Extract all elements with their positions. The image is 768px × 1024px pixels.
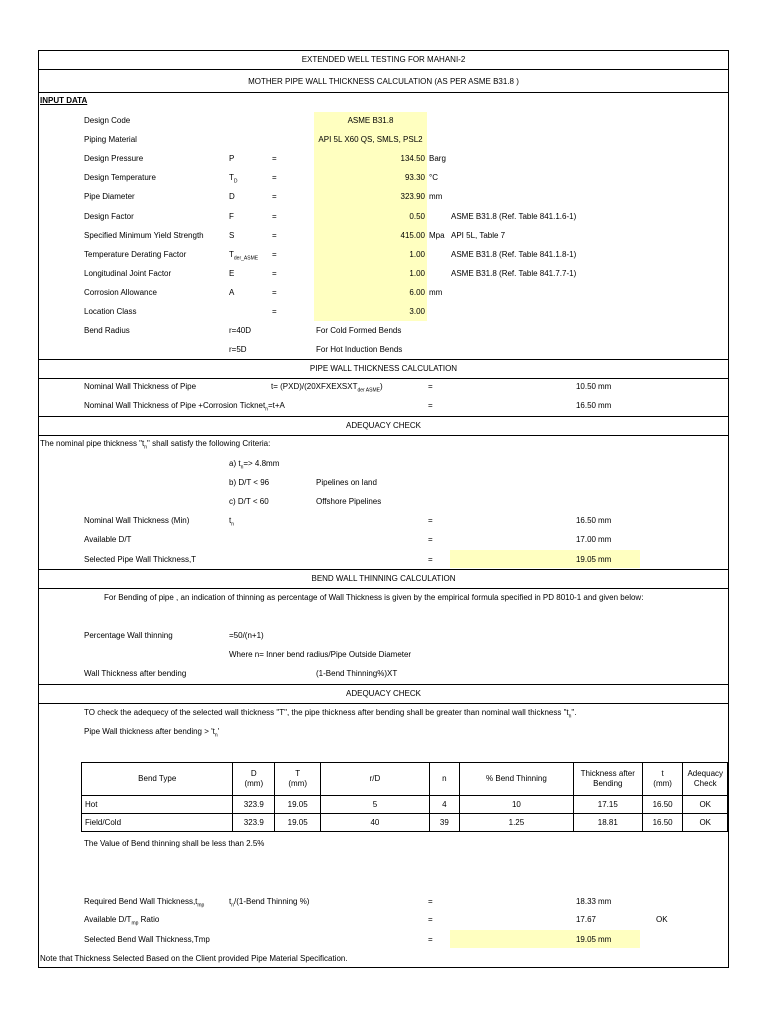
input-data-heading: INPUT DATA xyxy=(40,96,88,105)
bend-table xyxy=(81,762,728,832)
col-thickness: T (mm) xyxy=(275,763,321,796)
input-value: ASME B31.8 xyxy=(347,116,394,125)
check-condition: Pipe Wall thickness after bending > '$t_n$' xyxy=(84,727,220,739)
col-thickness-after-bending: Thickness after Bending xyxy=(573,763,642,796)
input-label: Pipe Diameter xyxy=(84,192,135,202)
criteria-b-desc: Pipelines on land xyxy=(316,478,377,487)
unit: mm xyxy=(598,401,612,410)
equals-sign: = xyxy=(272,154,277,164)
input-label: Design Temperature xyxy=(84,173,156,183)
equals-sign: = xyxy=(428,535,433,544)
input-label: Corrosion Allowance xyxy=(84,287,157,297)
criteria-c-desc: Offshore Pipelines xyxy=(316,497,382,506)
rule xyxy=(38,69,729,70)
input-unit: Mpa xyxy=(429,230,445,240)
cell-adequacy-check: OK xyxy=(683,796,728,814)
cell-thickness: 19.05 xyxy=(275,796,321,814)
bend-radius-label: Bend Radius xyxy=(84,326,130,335)
pwt-heading: PIPE WALL THICKNESS CALCULATION xyxy=(309,364,458,373)
cell-thickness-after-bending: 18.81 xyxy=(573,814,642,832)
rule xyxy=(38,588,729,589)
rule xyxy=(38,92,729,93)
adequacy-heading-2: ADEQUACY CHECK xyxy=(346,689,421,698)
input-unit: mm xyxy=(429,192,443,202)
input-label: Specified Minimum Yield Strength xyxy=(84,230,204,240)
input-symbol: P xyxy=(229,154,235,164)
cell-thickness: 19.05 xyxy=(275,814,321,832)
nominal-wt-ca-value: 16.50 xyxy=(575,401,596,410)
input-label: Piping Material xyxy=(84,135,137,145)
input-label: Design Factor xyxy=(84,211,134,221)
required-bend-wt-label: Required Bend Wall $Thickness,t_{mp}$ xyxy=(84,897,205,909)
document-subtitle: MOTHER PIPE WALL THICKNESS CALCULATION (AS PER ASME B31.8 ) xyxy=(248,77,519,86)
cell-tn: 16.50 xyxy=(642,796,683,814)
cell-diameter: 323.9 xyxy=(233,814,275,832)
unit: mm xyxy=(598,555,612,564)
footnote: Note that Thickness Selected Based on the Client provided Pipe Material Specification. xyxy=(40,954,348,963)
criteria-b: b) D/T < 96 xyxy=(229,478,270,487)
equals-sign: = xyxy=(428,555,433,564)
cell-thickness-after-bending: 17.15 xyxy=(573,796,642,814)
table-row xyxy=(82,814,728,832)
equals-sign: = xyxy=(428,915,433,924)
input-unit: Barg xyxy=(429,154,446,164)
col-diameter: D (mm) xyxy=(233,763,275,796)
input-value: 3.00 xyxy=(409,307,425,316)
equals-sign: = xyxy=(272,192,277,202)
selected-bend-wt-label: Selected Bend Wall Thickness,Tmp xyxy=(84,935,210,944)
document-title: EXTENDED WELL TESTING FOR MAHANI-2 xyxy=(301,55,466,64)
cell-bend-type: Hot xyxy=(82,796,233,814)
nwt-min-value: 16.50 xyxy=(575,516,596,525)
pct-thinning-label: Percentage Wall thinning xyxy=(84,631,173,640)
criteria-intro: The nominal pipe thickness "$t_n$" shall satisfy the following Criteria: xyxy=(40,439,271,451)
cell-n: 4 xyxy=(429,796,459,814)
table-header-row xyxy=(82,763,728,796)
bend-thinning-intro: For Bending of pipe , an indication of thinning as percentage of Wall Thickness is given by the empirical formula specified in PD 8010-1 and given below: xyxy=(104,593,644,602)
equals-sign: = xyxy=(272,268,277,278)
bend-radius-hot-desc: For Hot Induction Bends xyxy=(316,345,403,354)
input-symbol: E xyxy=(229,268,235,278)
input-value: 6.00 xyxy=(409,287,425,297)
input-label: Design Code xyxy=(84,116,131,125)
nominal-wt-label: Nominal Wall Thickness of Pipe xyxy=(84,382,197,391)
input-label: Design Pressure xyxy=(84,154,144,164)
equals-sign: = xyxy=(272,307,277,316)
input-symbol: F xyxy=(229,211,234,221)
equals-sign: = xyxy=(428,382,433,391)
criteria-a: a) $t_n=> 4.8mm$ xyxy=(229,459,280,471)
unit: mm xyxy=(598,897,612,906)
bend-radius-hot-symbol: r=5D xyxy=(229,345,247,354)
col-bend-type: Bend Type xyxy=(82,763,233,796)
input-value: 1.00 xyxy=(409,249,425,259)
bend-thinning-note: The Value of Bend thinning shall be less than 2.5% xyxy=(84,839,265,848)
bend-radius-cold-symbol: r=40D xyxy=(229,326,252,335)
available-dt-ratio-label: Available $D/T_{mp}$ Ratio xyxy=(84,915,160,927)
cell-bend-thinning: 10 xyxy=(460,796,574,814)
wt-after-bending-label: Wall Thickness after bending xyxy=(84,669,187,678)
table-row xyxy=(82,796,728,814)
nominal-wt-value: 10.50 xyxy=(575,382,596,391)
bend-thinning-heading: BEND WALL THINNING CALCULATION xyxy=(311,574,456,583)
input-reference: API 5L, Table 7 xyxy=(451,230,506,240)
equals-sign: = xyxy=(428,897,433,906)
selected-bend-wt-value: 19.05 xyxy=(575,935,596,944)
unit: mm xyxy=(598,535,612,544)
input-label: Location Class xyxy=(84,307,137,316)
n-definition: Where n= Inner bend radius/Pipe Outside Diameter xyxy=(229,650,412,659)
input-value: API 5L X60 QS, SMLS, PSL2 xyxy=(318,135,423,145)
input-symbol: $T_D$ xyxy=(229,173,238,185)
cell-r-over-d: 40 xyxy=(321,814,430,832)
equals-sign: = xyxy=(272,211,277,221)
available-dt-label: Available D/T xyxy=(84,535,132,544)
input-value: 1.00 xyxy=(409,268,425,278)
pct-thinning-formula: =50/(n+1) xyxy=(229,631,264,640)
equals-sign: = xyxy=(272,249,277,259)
rule xyxy=(38,359,729,360)
col-n: n xyxy=(429,763,459,796)
criteria-c: c) D/T < 60 xyxy=(229,497,269,506)
rule xyxy=(38,416,729,417)
input-value: 93.30 xyxy=(404,173,425,183)
cell-n: 39 xyxy=(429,814,459,832)
input-reference: ASME B31.8 (Ref. Table 841.7.7-1) xyxy=(451,268,577,278)
equals-sign: = xyxy=(272,230,277,240)
rule xyxy=(38,569,729,570)
selected-wt-value: 19.05 xyxy=(575,555,596,564)
bend-radius-cold-desc: For Cold Formed Bends xyxy=(316,326,402,335)
input-symbol: $T_{der\_ASME}$ xyxy=(229,249,259,262)
input-value: 415.00 xyxy=(400,230,425,240)
unit: mm xyxy=(598,382,612,391)
col-r-over-d: r/D xyxy=(321,763,430,796)
input-reference: ASME B31.8 (Ref. Table 841.1.8-1) xyxy=(451,249,577,259)
rule xyxy=(38,435,729,436)
input-reference: ASME B31.8 (Ref. Table 841.1.6-1) xyxy=(451,211,577,221)
equals-sign: = xyxy=(428,401,433,410)
available-dt-ratio-value: 17.67 xyxy=(575,915,596,924)
input-unit: °C xyxy=(429,173,438,183)
col-bend-thinning: % Bend Thinning xyxy=(460,763,574,796)
input-label: Longitudinal Joint Factor xyxy=(84,268,172,278)
ratio-ok-status: OK xyxy=(656,915,668,924)
cell-diameter: 323.9 xyxy=(233,796,275,814)
input-symbol: A xyxy=(229,287,235,297)
equals-sign: = xyxy=(272,173,277,183)
wt-after-bending-formula: (1-Bend Thinning%)XT xyxy=(316,669,398,678)
rule xyxy=(38,378,729,379)
check-statement: TO check the adequecy of the selected wall thickness "T", the pipe thickness after bending shall be greater than nominal wall thickness "$t_n$". xyxy=(84,708,577,720)
cell-tn: 16.50 xyxy=(642,814,683,832)
nwt-min-label: Nominal Wall Thickness (Min) xyxy=(84,516,190,525)
input-symbol: D xyxy=(229,192,235,202)
required-bend-wt-value: 18.33 xyxy=(575,897,596,906)
equals-sign: = xyxy=(428,935,433,944)
input-symbol: S xyxy=(229,230,235,240)
unit: mm xyxy=(598,516,612,525)
nwt-min-symbol: $t_n$ xyxy=(229,516,235,528)
input-unit: mm xyxy=(429,287,443,297)
nominal-wt-ca-label: Nominal Wall Thickness of Pipe +Corrosion Ticknet$_n$=t+A xyxy=(84,401,285,413)
input-value: 323.90 xyxy=(400,192,425,202)
input-value: 0.50 xyxy=(409,211,425,221)
col-tn: t (mm) xyxy=(642,763,683,796)
cell-r-over-d: 5 xyxy=(321,796,430,814)
equals-sign: = xyxy=(428,516,433,525)
required-bend-wt-formula: $t_n/(1$-Bend Thinning %) xyxy=(229,897,310,909)
selected-wt-label: Selected Pipe Wall Thickness,T xyxy=(84,555,197,564)
input-value: 134.50 xyxy=(400,154,425,164)
rule xyxy=(38,703,729,704)
adequacy-heading: ADEQUACY CHECK xyxy=(346,421,421,430)
input-label: Temperature Derating Factor xyxy=(84,249,187,259)
available-dt-value: 17.00 xyxy=(575,535,596,544)
equals-sign: = xyxy=(272,287,277,297)
cell-adequacy-check: OK xyxy=(683,814,728,832)
col-adequacy-check: Adequacy Check xyxy=(683,763,728,796)
cell-bend-thinning: 1.25 xyxy=(460,814,574,832)
nominal-wt-formula: $t= (PXD)/(20XFXEXSXT_{der ASME})$ xyxy=(271,382,383,394)
unit: mm xyxy=(598,935,612,944)
cell-bend-type: Field/Cold xyxy=(82,814,233,832)
rule xyxy=(38,684,729,685)
